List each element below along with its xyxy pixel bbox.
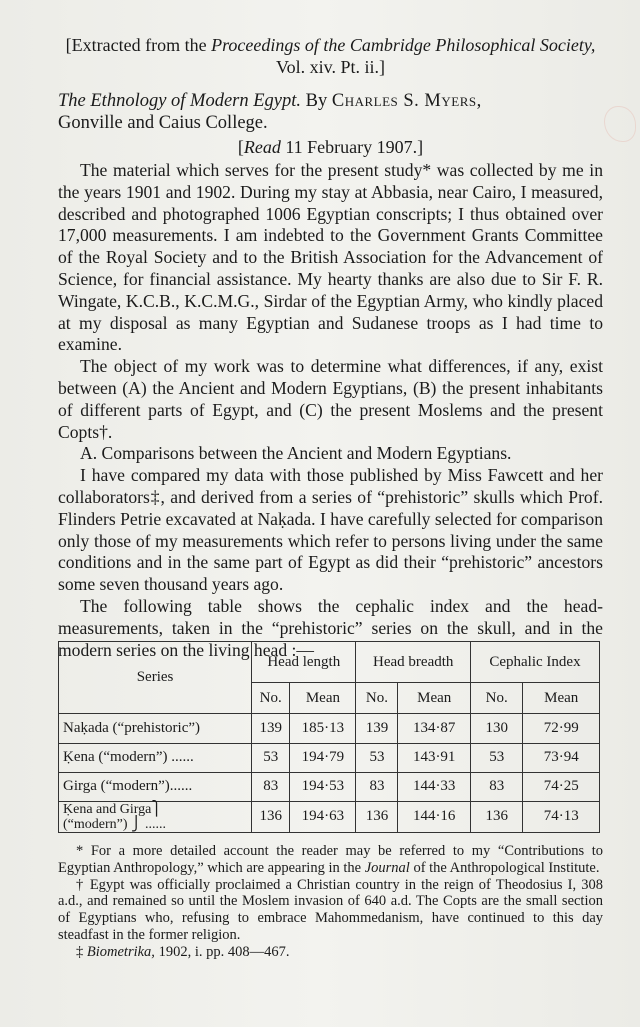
footnote-text: of the Anthropological Institute. (409, 859, 600, 876)
table-cell: 136 (252, 801, 290, 832)
subheader-cell: No. (470, 683, 523, 714)
table-cell: 194·53 (290, 772, 356, 801)
table-cell: 134·87 (398, 714, 471, 743)
author-college: Gonville and Caius College. (58, 113, 268, 133)
header-line-1 (58, 34, 603, 56)
paragraph: The material which serves for the present study* was collected by me in the years 1901 and 1902. During my stay at Abbasia, near Cairo, I measured, described and photographed 1006 Egyptian conscripts; I thus obtained over 17,000 measurements. I am indebted to the Government Grants Committee of the Royal Society and to the British Association for the Advancement of Science, for financial assistance. My hearty thanks are also due to Sir F. R. Wingate, K.C.B., K.C.M.G., Sirdar of the Egyptian Army, who kindly placed at my disposal as many Egyptian and Sudanese troops as I had time to examine. (58, 160, 603, 355)
footnote-italic: Journal (364, 859, 410, 876)
table-row (59, 801, 600, 832)
paragraph: The object of my work was to determine what differences, if any, exist between (A) the Ancient and Modern Egyptians, (B) the present inhabitants of different parts of Egypt, and (C) the present Moslems and the present Copts†. (58, 356, 603, 442)
table-cell: 74·13 (523, 801, 600, 832)
footnote: † Egypt was officially proclaimed a Christian country in the reign of Theodosius I, 308 a.d., and remained so until the Moslem invasion of 640 a.d. The Copts are the small section of Egyptians who, refusing to embrace Mahommedanism, have continued to this day steadfast in the former religion. (58, 876, 603, 943)
table-cell: 194·63 (290, 801, 356, 832)
body-text (58, 160, 603, 661)
table-cell: 139 (356, 714, 398, 743)
footnote-italic: Biometrika, (86, 943, 155, 960)
series-header: Series (59, 642, 252, 714)
table-row (59, 714, 600, 743)
read-date (58, 137, 603, 158)
subheader-cell: Mean (398, 683, 471, 714)
row-label-line: (“modern”) ⎭ ...... (63, 816, 167, 832)
paragraph: I have compared my data with those published by Miss Fawcett and her collaborators‡, and derived from a series of “prehistoric” skulls which Prof. Flinders Petrie excavated at Naḳada. I have carefully selected for comparison only those of my measurements which refer to persons living under the same conditions and in the same part of Egypt as did their “prehistoric” ancestors some seven thousand years ago. (58, 465, 603, 595)
read-word: Read (243, 137, 281, 157)
row-label: Ḳena (“modern”) ...... (59, 743, 252, 772)
title-text: The Ethnology of Modern Egypt. (58, 91, 302, 111)
read-date-text: 11 February 1907.] (280, 137, 424, 157)
table-cell: 143·91 (398, 743, 471, 772)
table-cell: 74·25 (523, 772, 600, 801)
subheader-cell: Mean (523, 683, 600, 714)
paragraph: The following table shows the cephalic index and the head-measurements, taken in the “prehistoric” series on the skull, and in the modern series on the living head :— (58, 595, 603, 660)
table-cell: 139 (252, 714, 290, 743)
table-cell: 73·94 (523, 743, 600, 772)
row-label (59, 801, 252, 832)
measurements-table (58, 641, 600, 833)
table-cell: 185·13 (290, 714, 356, 743)
row-label: Girga (“modern”)...... (59, 772, 252, 801)
table-cell: 72·99 (523, 714, 600, 743)
section-heading: A. Comparisons between the Ancient and Modern Egyptians. (80, 443, 512, 464)
table-cell: 53 (252, 743, 290, 772)
table-cell: 136 (470, 801, 523, 832)
table-cell: 83 (470, 772, 523, 801)
header-prefix: [Extracted from the (65, 35, 212, 55)
paper-stain (604, 106, 636, 142)
table-cell: 136 (356, 801, 398, 832)
table-row (59, 743, 600, 772)
cephalic-index-header: Cephalic Index (470, 642, 599, 683)
header-volume: Vol. xiv. Pt. ii.] (275, 57, 386, 77)
table-cell: 53 (470, 743, 523, 772)
footnotes (58, 843, 603, 961)
head-length-header: Head length (252, 642, 356, 683)
table-cell: 144·33 (398, 772, 471, 801)
offprint-header (58, 34, 603, 78)
table-row (59, 772, 600, 801)
subheader-cell: Mean (290, 683, 356, 714)
table-cell: 83 (252, 772, 290, 801)
footnote (58, 944, 603, 961)
row-label: Naḳada (“prehistoric”) (59, 714, 252, 743)
article-title (58, 90, 608, 134)
head-breadth-header: Head breadth (356, 642, 470, 683)
table-cell: 194·79 (290, 743, 356, 772)
read-bracket: [ (237, 137, 244, 157)
table-cell: 144·16 (398, 801, 471, 832)
table-cell: 83 (356, 772, 398, 801)
footnote-text: 1902, i. pp. 408—467. (154, 943, 290, 960)
subheader-cell: No. (252, 683, 290, 714)
footnote (58, 843, 603, 877)
table-cell: 130 (470, 714, 523, 743)
footnote-text: * For a more detailed account the reader may be referred to my “Contributions to Egyptian Anthropology,” which are appearing in the (58, 843, 603, 876)
table-cell: 53 (356, 743, 398, 772)
row-label-line: Ḳena and Girga⎫ (63, 801, 162, 817)
author-name: Charles S. Myers, (331, 91, 482, 111)
journal-name: Proceedings of the Cambridge Philosophical Society, (211, 35, 596, 55)
title-by: By (301, 91, 332, 111)
footnote-text: ‡ (76, 943, 87, 960)
subheader-cell: No. (356, 683, 398, 714)
table-header-row (59, 642, 600, 683)
